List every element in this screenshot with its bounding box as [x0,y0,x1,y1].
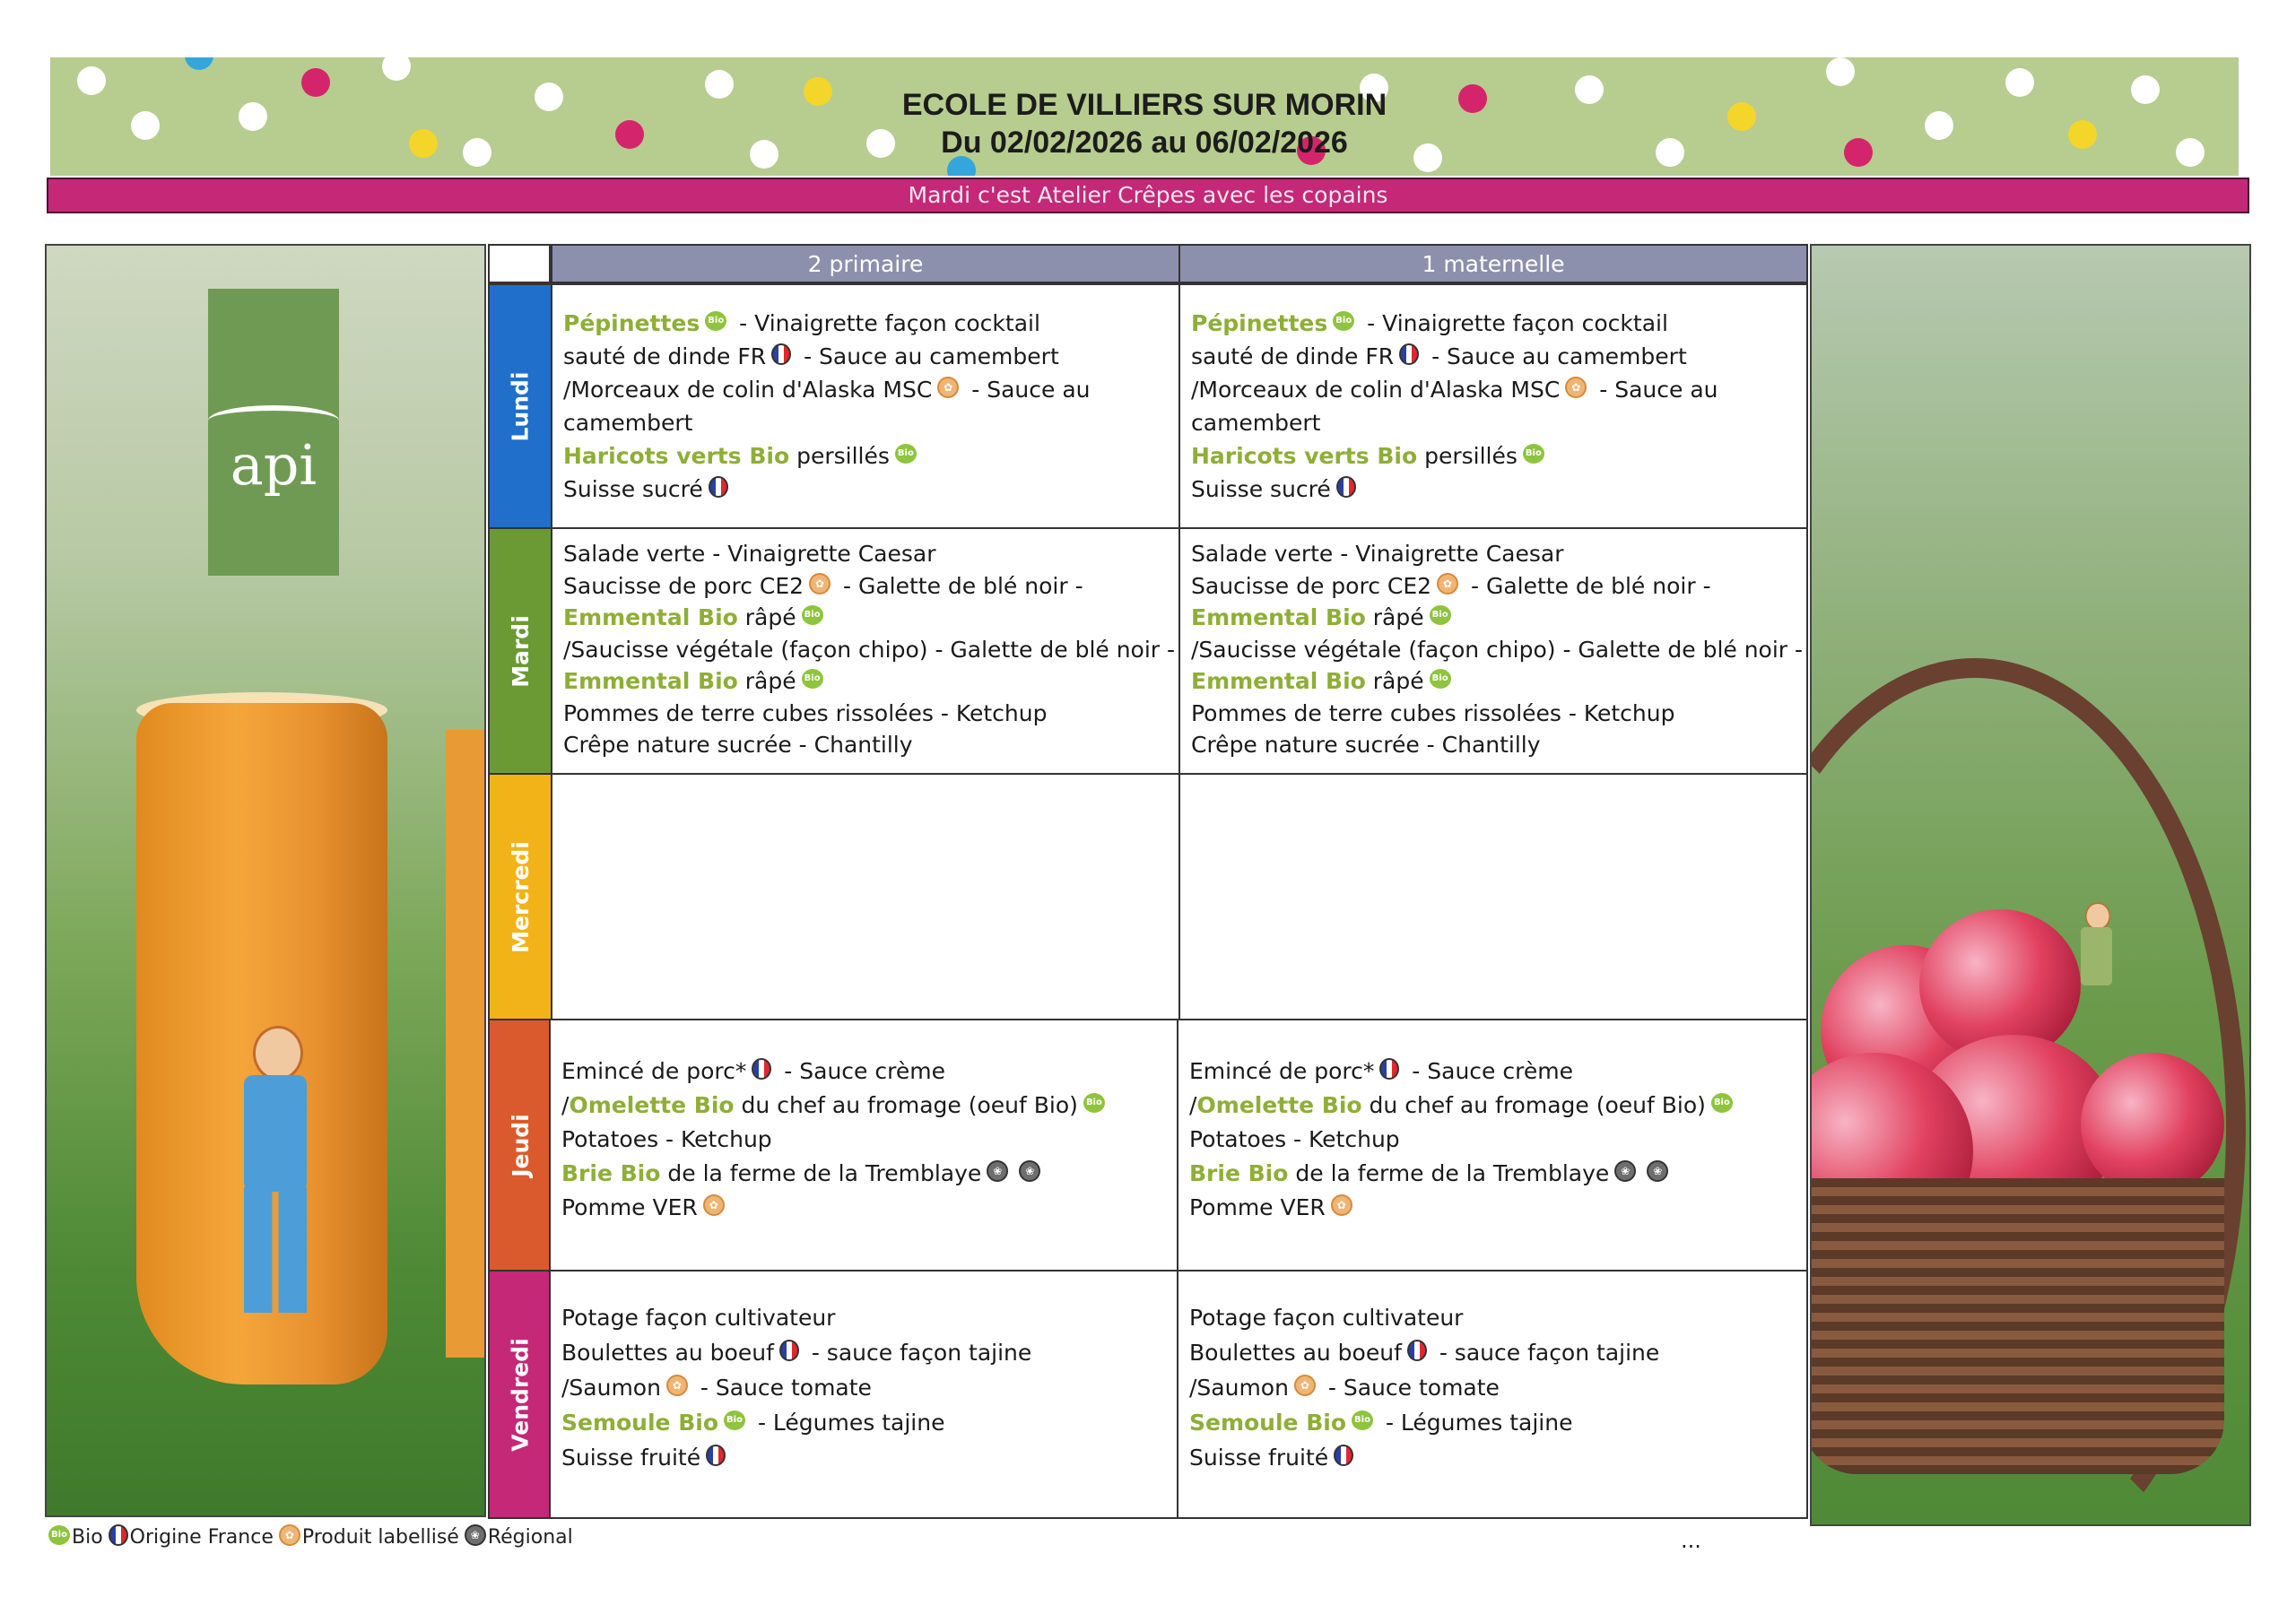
menu-text: Saucisse de porc CE2 [1191,572,1432,599]
menu-text: /Saucisse végétale (façon chipo) - Galette de blé noir - [1191,636,1804,663]
menu-text: Pomme VER [561,1194,698,1220]
bio-icon: Bio [724,1410,745,1430]
menu-text: râpé [737,604,796,630]
menu-line [1189,1300,1794,1335]
bio-dish-name: Semoule Bio [561,1410,719,1436]
menu-text: - Sauce au [964,377,1091,403]
bio-icon: Bio [1083,1093,1105,1113]
bio-icon: Bio [705,311,726,331]
menu-line [563,473,1166,506]
menu-line [1191,439,1794,473]
menu-text: Suisse sucré [563,476,703,502]
boot-photo [45,244,486,1517]
menu-cell-mercredi-primaire [551,773,1180,1020]
menu-text: Crêpe nature sucrée - Chantilly [563,732,913,758]
bio-dish-name: Emmental Bio [563,604,738,630]
menu-line [561,1191,1166,1225]
menu-line [563,602,1166,634]
bio-icon: Bio [1711,1093,1733,1113]
legend [48,1524,578,1551]
menu-line [1191,634,1804,666]
legend-label: Origine France [129,1526,274,1549]
legend-item [465,1524,573,1551]
bio-dish-name: Brie Bio [1189,1160,1289,1186]
bio-dish-name: Haricots verts Bio [563,443,790,469]
regional-icon: ❀ [1647,1160,1668,1182]
label-icon: ✿ [1294,1375,1316,1396]
france-icon [1407,1340,1427,1361]
menu-text: Salade verte - Vinaigrette Caesar [563,541,936,567]
menu-cell-lundi-primaire [551,283,1180,529]
menu-text: - Galette de blé noir - [836,572,1083,599]
bio-icon: Bio [1430,669,1451,689]
bio-icon: Bio [1352,1410,1373,1430]
menu-text: - Sauce tomate [1320,1375,1500,1401]
france-icon [771,343,791,365]
bio-icon: Bio [802,605,823,625]
legend-item [279,1524,459,1551]
menu-text: - Sauce au [1592,377,1718,403]
menu-line [1189,1370,1794,1405]
label-icon: ✿ [703,1194,725,1216]
menu-line [1191,602,1794,634]
menu-line [1189,1089,1794,1123]
menu-cell-mardi-maternelle [1178,527,1808,775]
menu-line [563,698,1166,730]
menu-line [561,1089,1166,1123]
menu-line [563,570,1166,603]
bio-dish-name: Pépinettes [563,310,700,336]
menu-line [563,538,1166,570]
menu-text: râpé [737,668,796,694]
label-icon: ✿ [279,1524,300,1546]
menu-line [561,1335,1166,1370]
menu-text: Potatoes - Ketchup [1189,1126,1400,1152]
bio-icon: Bio [1523,444,1544,464]
menu-cell-jeudi-maternelle [1177,1019,1808,1271]
bio-dish-name: Haricots verts Bio [1191,443,1418,469]
bio-dish-name: Omelette Bio [569,1092,735,1118]
france-icon [1334,1445,1353,1466]
menu-text: - Sauce au camembert [1424,343,1687,369]
menu-text: persillés [789,443,890,469]
france-icon [779,1340,799,1361]
menu-cell-lundi-maternelle [1178,283,1808,529]
menu-line [1191,538,1794,570]
regional-icon: ❀ [987,1160,1008,1182]
menu-text: /Morceaux de colin d'Alaska MSC [1191,377,1561,403]
menu-text: - Légumes tajine [1378,1410,1573,1436]
menu-text: Potage façon cultivateur [561,1305,836,1331]
menu-cell-vendredi-maternelle [1177,1270,1808,1519]
bio-dish-name: Omelette Bio [1196,1092,1362,1118]
day-label-mercredi: Mercredi [488,773,552,1020]
regional-icon: ❀ [1019,1160,1040,1182]
menu-text: Boulettes au boeuf [1189,1340,1402,1366]
bio-dish-name: Semoule Bio [1189,1410,1347,1436]
api-logo-text: api [230,432,317,498]
menu-text: Saucisse de porc CE2 [563,572,804,599]
school-title: ECOLE DE VILLIERS SUR MORIN [901,88,1387,122]
label-icon: ✿ [1565,377,1587,398]
apple-basket-photo [1810,244,2251,1526]
bio-dish-name: Emmental Bio [563,668,738,694]
menu-text: - sauce façon tajine [1431,1340,1660,1366]
menu-text: Pommes de terre cubes rissolées - Ketchup [563,699,1048,726]
menu-text: - Vinaigrette façon cocktail [732,310,1040,336]
menu-line [563,634,1176,666]
footer-ellipsis: ... [1681,1528,1701,1553]
bio-icon: Bio [895,444,917,464]
menu-text: de la ferme de la Tremblaye [1288,1160,1610,1186]
menu-text: - Vinaigrette façon cocktail [1360,310,1668,336]
menu-line [1189,1335,1794,1370]
menu-line [561,1370,1166,1405]
day-label-mardi: Mardi [488,527,552,775]
menu-line [1191,307,1794,340]
column-header-maternelle: 1 maternelle [1178,244,1808,283]
label-icon: ✿ [666,1375,688,1396]
bio-icon: Bio [48,1525,70,1545]
legend-label: Régional [487,1526,573,1549]
menu-text: Suisse fruité [561,1445,701,1471]
menu-line [1189,1123,1794,1157]
menu-text: - sauce façon tajine [804,1340,1032,1366]
menu-text: Salade verte - Vinaigrette Caesar [1191,541,1564,567]
menu-text: râpé [1365,668,1424,694]
menu-cell-mardi-primaire [551,527,1180,775]
menu-text: du chef au fromage (oeuf Bio) [1361,1092,1706,1118]
label-icon: ✿ [1437,573,1458,595]
legend-label: Bio [72,1526,103,1549]
menu-line [563,373,1166,406]
menu-line [561,1123,1166,1157]
menu-text: /Saucisse végétale (façon chipo) - Galette de blé noir - [563,636,1176,663]
menu-text: - Sauce au camembert [796,343,1059,369]
menu-line [1191,473,1794,506]
bio-dish-name: Brie Bio [561,1160,661,1186]
menu-line [561,1055,1166,1089]
menu-line [561,1405,1166,1440]
menu-text: - Sauce crème [777,1058,945,1084]
menu-text: Potage façon cultivateur [1189,1305,1464,1331]
legend-item [48,1524,103,1551]
france-icon [1336,476,1356,498]
legend-item [109,1524,274,1551]
bio-icon: Bio [802,669,823,689]
menu-text: camembert [1191,410,1321,436]
menu-text: Emincé de porc* [1189,1058,1375,1084]
menu-text: sauté de dinde FR [1191,343,1395,369]
menu-line [1191,698,1794,730]
menu-text: - Galette de blé noir - [1464,572,1711,599]
menu-text: Potatoes - Ketchup [561,1126,772,1152]
france-icon [752,1058,771,1080]
menu-text: - Sauce tomate [692,1375,872,1401]
menu-text: Pommes de terre cubes rissolées - Ketchup [1191,699,1675,726]
day-label-vendredi: Vendredi [488,1270,552,1519]
menu-text: / [561,1092,570,1118]
menu-text: Boulettes au boeuf [561,1340,774,1366]
column-header-primaire: 2 primaire [551,244,1180,283]
menu-text: persillés [1417,443,1518,469]
menu-line [1191,729,1794,761]
menu-text: - Sauce crème [1405,1058,1573,1084]
api-logo [208,289,339,576]
menu-text: Suisse fruité [1189,1445,1329,1471]
menu-line [561,1440,1166,1475]
wicker-basket [1810,1178,2224,1474]
date-range: Du 02/02/2026 au 06/02/2026 [941,126,1348,160]
france-icon [709,476,728,498]
menu-text: /Morceaux de colin d'Alaska MSC [563,377,933,403]
bio-icon: Bio [1430,605,1451,625]
header-banner [50,57,2239,176]
menu-line [1191,373,1794,406]
menu-line [1189,1055,1794,1089]
menu-text: Pomme VER [1189,1194,1326,1220]
table-corner [488,244,551,283]
label-icon: ✿ [937,377,959,398]
bio-dish-name: Pépinettes [1191,310,1328,336]
menu-text: Emincé de porc* [561,1058,747,1084]
menu-table [488,244,1810,1519]
menu-line [563,340,1166,373]
label-icon: ✿ [1331,1194,1352,1216]
menu-line [1189,1440,1794,1475]
day-label-jeudi: Jeudi [488,1019,552,1271]
menu-text: sauté de dinde FR [563,343,767,369]
bio-icon: Bio [1333,311,1354,331]
regional-icon: ❀ [1614,1160,1636,1182]
menu-line [561,1300,1166,1335]
menu-line [1191,665,1794,698]
menu-text: râpé [1365,604,1424,630]
menu-cell-vendredi-primaire [549,1270,1180,1519]
child-illustration [204,1026,338,1322]
menu-text: Suisse sucré [1191,476,1331,502]
menu-line [561,1157,1166,1191]
announcement-bar: Mardi c'est Atelier Crêpes avec les copains [47,178,2249,213]
menu-cell-mercredi-maternelle [1178,773,1808,1020]
regional-icon: ❀ [465,1524,486,1546]
menu-line [1191,570,1794,603]
menu-text: de la ferme de la Tremblaye [660,1160,982,1186]
menu-line [1191,340,1794,373]
menu-line [563,439,1166,473]
menu-text: camembert [563,410,693,436]
menu-line [1189,1405,1794,1440]
menu-line [1189,1191,1794,1225]
menu-text: /Saumon [561,1375,661,1401]
bio-dish-name: Emmental Bio [1191,604,1366,630]
france-icon [1379,1058,1399,1080]
menu-line [563,729,1166,761]
menu-text: - Légumes tajine [751,1410,945,1436]
menu-line [563,665,1166,698]
menu-cell-jeudi-primaire [549,1019,1180,1271]
france-icon [109,1524,128,1546]
menu-text: /Saumon [1189,1375,1289,1401]
menu-text: du chef au fromage (oeuf Bio) [734,1092,1078,1118]
menu-line [563,307,1166,340]
legend-label: Produit labellisé [301,1526,459,1549]
menu-line [1191,406,1794,439]
menu-text: / [1189,1092,1197,1118]
menu-text: Crêpe nature sucrée - Chantilly [1191,732,1541,758]
second-boot [446,730,486,1358]
france-icon [706,1445,726,1466]
menu-line [1189,1157,1794,1191]
label-icon: ✿ [809,573,831,595]
day-label-lundi: Lundi [488,283,552,529]
menu-line [563,406,1166,439]
child-illustration [2061,903,2128,1051]
bio-dish-name: Emmental Bio [1191,668,1366,694]
france-icon [1399,343,1419,365]
